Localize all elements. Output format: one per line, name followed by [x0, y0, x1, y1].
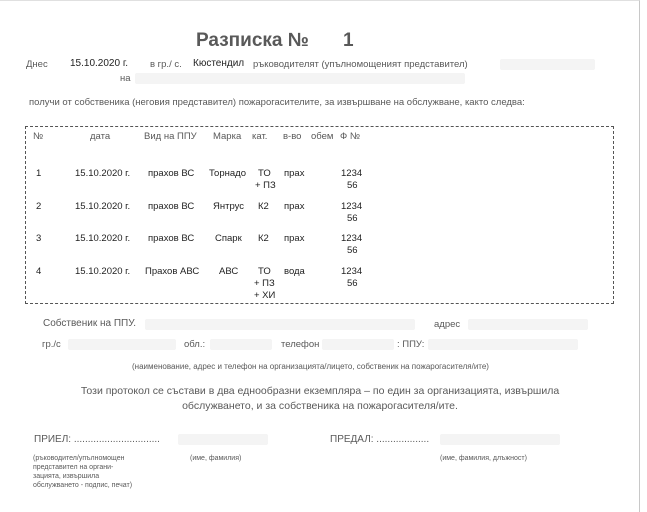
row-agent: прах	[284, 233, 305, 244]
redacted-area	[428, 339, 578, 350]
receipt-number: 1	[343, 30, 354, 51]
row-serial-extra: 56	[347, 213, 358, 224]
col-header-category: кат.	[252, 131, 268, 142]
row-type: прахов ВС	[148, 168, 195, 179]
redacted-area	[68, 339, 176, 350]
row-date: 15.10.2020 г.	[75, 266, 131, 277]
row-category: ТО	[258, 168, 271, 179]
redacted-area	[135, 73, 465, 84]
row-type: прахов ВС	[148, 201, 195, 212]
row-category-extra: + ПЗ	[254, 278, 275, 289]
region-label: обл.:	[184, 339, 206, 350]
ppu-label: : ППУ:	[397, 339, 425, 350]
protocol-line-1: Този протокол се състави в два еднообразни екземпляра – по един за организацията, извършила	[80, 385, 560, 397]
row-no: 1	[36, 168, 42, 179]
received-signature-note	[33, 454, 132, 490]
intro-date: 15.10.2020 г.	[70, 58, 129, 69]
redacted-area	[210, 339, 272, 350]
receipt-title: Разписка №	[196, 30, 309, 51]
received-note-line: представител на органи-	[33, 464, 114, 471]
row-type: Прахов АВС	[145, 266, 200, 277]
row-serial: 1234	[341, 168, 363, 179]
redacted-area	[322, 339, 394, 350]
place-label: в гр./ с.	[150, 59, 182, 70]
row-no: 4	[36, 266, 42, 277]
received-note-line: зацията, извършила	[33, 473, 100, 480]
city-label: гр./с	[42, 339, 61, 350]
col-header-agent: в-во	[283, 131, 302, 142]
protocol-text	[40, 384, 600, 414]
redacted-area	[500, 59, 595, 70]
received-signature-label: ПРИЕЛ: ...............................	[34, 434, 160, 445]
row-serial-extra: 56	[347, 180, 358, 191]
row-serial-extra: 56	[347, 245, 358, 256]
owner-label: Собственик на ППУ.	[43, 318, 137, 329]
row-brand: Янтрус	[213, 201, 245, 212]
row-serial: 1234	[341, 266, 363, 277]
row-category: К2	[258, 233, 269, 244]
on-label: на	[120, 73, 131, 84]
received-note-line: обслужването - подпис, печат)	[33, 482, 133, 489]
col-header-type: Вид на ППУ	[144, 131, 197, 142]
redacted-area	[468, 319, 588, 330]
row-serial: 1234	[341, 233, 363, 244]
row-serial-extra: 56	[347, 278, 358, 289]
row-category: ТО	[258, 266, 271, 277]
handed-signature-label: ПРЕДАЛ: ...................	[330, 434, 430, 445]
col-header-brand: Марка	[213, 131, 242, 142]
redacted-area	[145, 319, 415, 330]
received-note-line: (ръководител/упълномощен	[33, 455, 125, 462]
row-category-extra: + ПЗ	[255, 180, 276, 191]
redacted-area	[440, 434, 560, 445]
handed-signature-note: (име, фамилия, длъжност)	[440, 455, 527, 462]
row-date: 15.10.2020 г.	[75, 168, 131, 179]
col-header-date: дата	[90, 131, 111, 142]
phone-label: телефон	[281, 339, 320, 350]
row-date: 15.10.2020 г.	[75, 233, 131, 244]
row-brand: Торнадо	[209, 168, 246, 179]
col-header-serial: Ф №	[340, 131, 361, 142]
address-label: адрес	[434, 319, 461, 330]
owner-note: (наименование, адрес и телефон на организацията/лицето, собственик на пожарогасителя/ите)	[132, 362, 489, 371]
protocol-line-2: обслужването, и за собственика на пожарогасителя/ите.	[182, 400, 458, 412]
extinguisher-table	[25, 126, 614, 304]
received-text: получи от собственика (неговия представител) пожарогасителите, за извършване на обслужване, както следва:	[29, 97, 525, 108]
row-category: К2	[258, 201, 269, 212]
row-type: прахов ВС	[148, 233, 195, 244]
row-no: 3	[36, 233, 42, 244]
row-brand: АВС	[219, 266, 239, 277]
intro-city: Кюстендил	[193, 58, 245, 69]
row-agent: прах	[284, 168, 305, 179]
redacted-area	[178, 434, 268, 445]
col-header-volume: обем	[311, 131, 334, 142]
row-category-extra-2: + ХИ	[254, 290, 276, 301]
row-agent: вода	[284, 266, 305, 277]
name-note: (име, фамилия)	[190, 455, 242, 462]
row-serial: 1234	[341, 201, 363, 212]
row-date: 15.10.2020 г.	[75, 201, 131, 212]
row-brand: Спарк	[215, 233, 242, 244]
col-header-no: №	[33, 131, 44, 142]
row-no: 2	[36, 201, 42, 212]
row-agent: прах	[284, 201, 305, 212]
representative-label: ръководителят (упълномощеният представител)	[253, 59, 468, 70]
day-label: Днес	[26, 59, 48, 70]
